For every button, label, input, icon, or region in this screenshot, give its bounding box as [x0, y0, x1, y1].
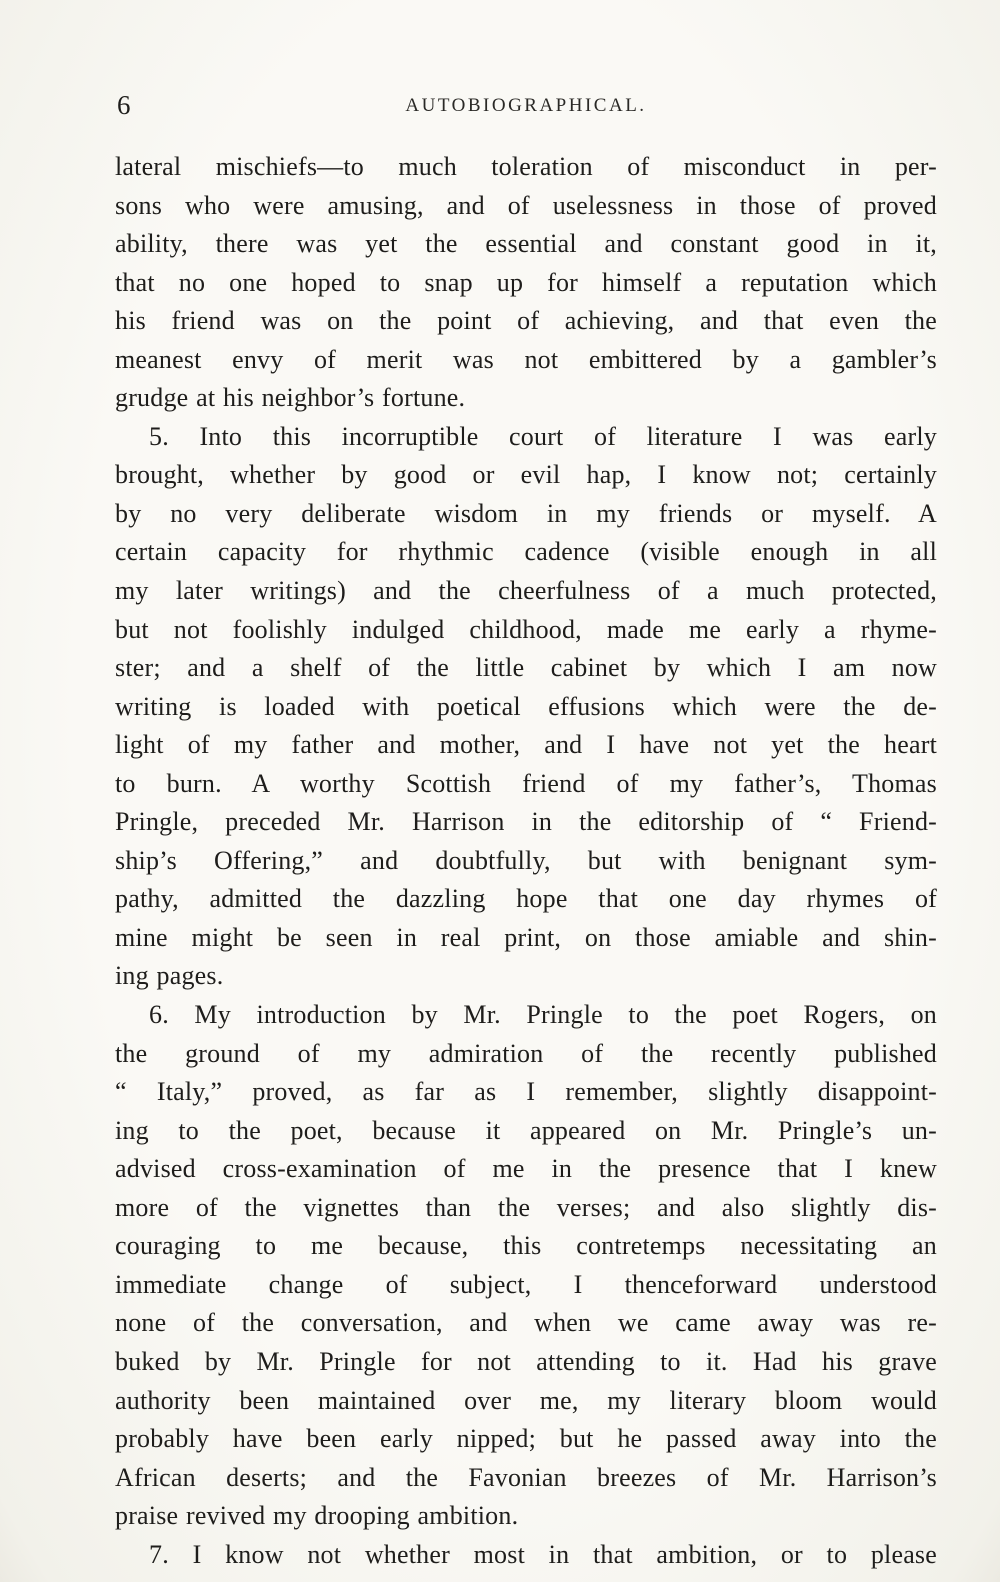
text-line: couraging to me because, this contretemps necessitating an [115, 1231, 937, 1261]
text-line: grudge at his neighbor’s fortune. [115, 383, 466, 413]
text-line: mine might be seen in real print, on those amiable and shin- [115, 922, 937, 952]
text-line: lateral mischiefs—to much toleration of misconduct in per- [115, 152, 937, 181]
text-line: ing pages. [115, 961, 224, 991]
text-line: praise revived my drooping ambition. [115, 1501, 519, 1531]
text-line: advised cross-examination of me in the presence that I knew [115, 1154, 937, 1184]
text-line: writing is loaded with poetical effusions which were the de- [115, 691, 937, 721]
text-line: immediate change of subject, I thenceforward understood [115, 1269, 937, 1299]
text-line: ability, there was yet the essential and constant good in it, [115, 229, 937, 259]
text-line: 6. My introduction by Mr. Pringle to the poet Rogers, on [149, 1000, 937, 1030]
text-line: pathy, admitted the dazzling hope that one day rhymes of [115, 884, 937, 914]
text-line: ing to the poet, because it appeared on Mr. Pringle’s un- [115, 1115, 937, 1145]
text-line: 7. I know not whether most in that ambition, or to please [149, 1539, 937, 1569]
paragraph [115, 148, 937, 418]
text-line: probably have been early nipped; but he passed away into the [115, 1424, 937, 1454]
body-text [115, 148, 937, 1574]
text-line: my later writings) and the cheerfulness of a much protected, [115, 576, 937, 606]
text-line: light of my father and mother, and I have not yet the heart [115, 730, 937, 760]
text-line: none of the conversation, and when we came away was re- [115, 1308, 937, 1338]
text-line: authority been maintained over me, my literary bloom would [115, 1385, 937, 1415]
text-line: the ground of my admiration of the recently published [115, 1038, 937, 1068]
text-line: brought, whether by good or evil hap, I know not; certainly [115, 460, 937, 490]
text-line: sons who were amusing, and of uselessness in those of proved [115, 190, 937, 220]
paragraph [115, 1536, 937, 1575]
running-header: AUTOBIOGRAPHICAL. [405, 95, 647, 116]
text-line: certain capacity for rhythmic cadence (visible enough in all [115, 537, 937, 567]
text-line: but not foolishly indulged childhood, made me early a rhyme- [115, 614, 937, 644]
page-number: 6 [117, 90, 131, 120]
text-line: by no very deliberate wisdom in my friends or myself. A [115, 498, 937, 528]
text-line: 5. Into this incorruptible court of literature I was early [149, 421, 937, 451]
text-line: more of the vignettes than the verses; and also slightly dis- [115, 1192, 937, 1222]
paragraph [115, 418, 937, 996]
text-line: Pringle, preceded Mr. Harrison in the editorship of “ Friend- [115, 807, 937, 837]
text-line: “ Italy,” proved, as far as I remember, slightly disappoint- [115, 1077, 937, 1107]
text-line: African deserts; and the Favonian breezes of Mr. Harrison’s [115, 1462, 937, 1492]
text-line: meanest envy of merit was not embittered by a gambler’s [115, 344, 937, 374]
text-line: ship’s Offering,” and doubtfully, but with benignant sym- [115, 845, 937, 875]
text-line: his friend was on the point of achieving, and that even the [115, 306, 937, 336]
paragraph [115, 996, 937, 1536]
text-line: to burn. A worthy Scottish friend of my father’s, Thomas [115, 768, 937, 798]
page-header [115, 90, 937, 120]
text-line: that no one hoped to snap up for himself a reputation which [115, 267, 937, 297]
text-line: ster; and a shelf of the little cabinet by which I am now [115, 653, 937, 683]
text-line: buked by Mr. Pringle for not attending to it. Had his grave [115, 1346, 937, 1376]
